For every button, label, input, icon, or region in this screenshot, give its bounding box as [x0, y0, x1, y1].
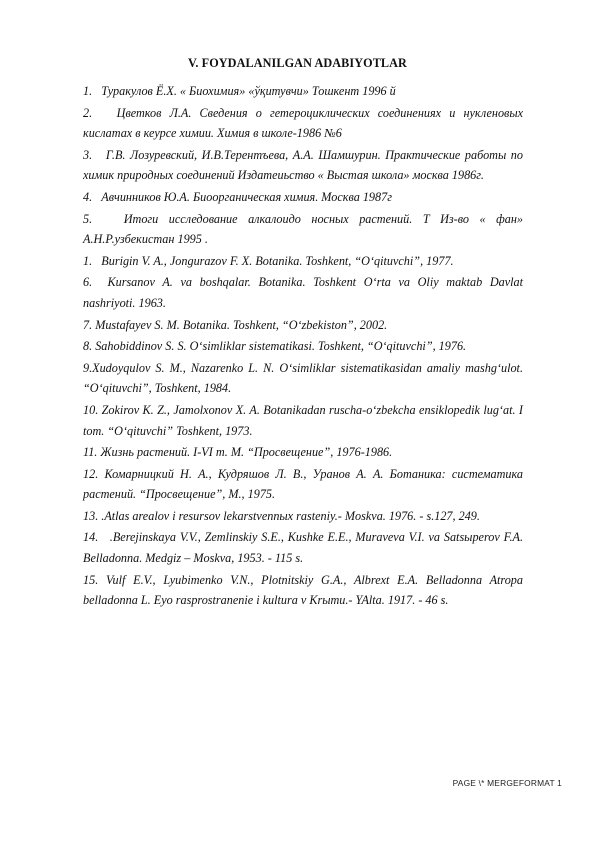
reference-item: 1. Burigin V. A., Jongurazov F. X. Botanika. Toshkent, “O‘qituvchi”, 1977.	[83, 253, 454, 268]
reference-item: 11. Жизнь растений. I-VI т. М. “Просвещение”, 1976-1986.	[83, 445, 393, 460]
reference-item: 10. Zokirov K. Z., Jamolxonov X. A. Botanikadan ruscha-o‘zbekcha ensiklopedik lug‘at. I tom. “O‘qituvchi” Toshkent, 1973.	[83, 402, 523, 438]
reference-item: 3. Г.В. Лозуревский, И.В.Терентъева, А.А. Шамшурин. Практические работы по химик природных соединений Издатеиьство « Выстая школа» москва 1986г.	[83, 147, 523, 183]
reference-item: 4. Авчинников Ю.А. Биоорганическая химия. Москва 1987г	[83, 189, 392, 204]
reference-item: 6. Kursanov A. va boshqalar. Botanika. Toshkent O‘rta va Oliy maktab Davlat nashriyoti. 1963.	[83, 275, 523, 310]
reference-item: 13. .Atlas arealov i resursov lekarstvennыx rasteniy.- Moskva. 1976. - s.127, 249.	[83, 508, 480, 523]
reference-item: 2. Цветков Л.А. Сведения о гетероциклических соединениях и нукленовых кислатах в кеурсе химии. Химия в школе-1986 №6	[83, 105, 523, 141]
reference-item: 15. Vulf E.V., Lyubimenko V.N., Plotnitskiy G.A., Albrext E.A. Belladonna Atropa belladonna L. Eyo rasprostranenie i kultura v Krыmu.- YAlta. 1917. - 46 s.	[83, 572, 523, 608]
reference-item: 1. Туракулов Ё.Х. « Биохимия» «ўқитувчи» Тошкент 1996 й	[83, 84, 396, 98]
reference-item: 14. .Berejinskaya V.V., Zemlinskiy S.E., Kushke E.E., Muraveva V.I. va Satsыperov F.A. Belladonna. Medgiz – Moskva, 1953. - 115 s.	[83, 530, 523, 566]
page-heading: V. FOYDALANILGAN ADABIYOTLAR	[188, 56, 407, 70]
reference-item: 8. Sahobiddinov S. S. O‘simliklar sistematikasi. Toshkent, “O‘qituvchi”, 1976.	[83, 339, 467, 354]
reference-list	[83, 81, 523, 612]
reference-item: 7. Mustafayev S. M. Botanika. Toshkent, “O‘zbekiston”, 2002.	[83, 317, 388, 332]
page-number-field: PAGE \* MERGEFORMAT 1	[452, 778, 562, 788]
reference-item: 5. Итоги исследование алкалоидо носных растений. Т Из-во « фан» А.Н.Р.узбекистан 1995 .	[83, 211, 523, 247]
reference-item: 12. Комарницкий Н. А., Кудряшов Л. В., Уранов А. А. Ботаника: систематика растений. “Просвещение”, М., 1975.	[83, 466, 523, 502]
reference-item: 9.Xudoyqulov S. M., Nazarenko L. N. O‘simliklar sistematikasidan amaliy mashg‘ulot. “O‘qituvchi”, Toshkent, 1984.	[83, 360, 523, 396]
